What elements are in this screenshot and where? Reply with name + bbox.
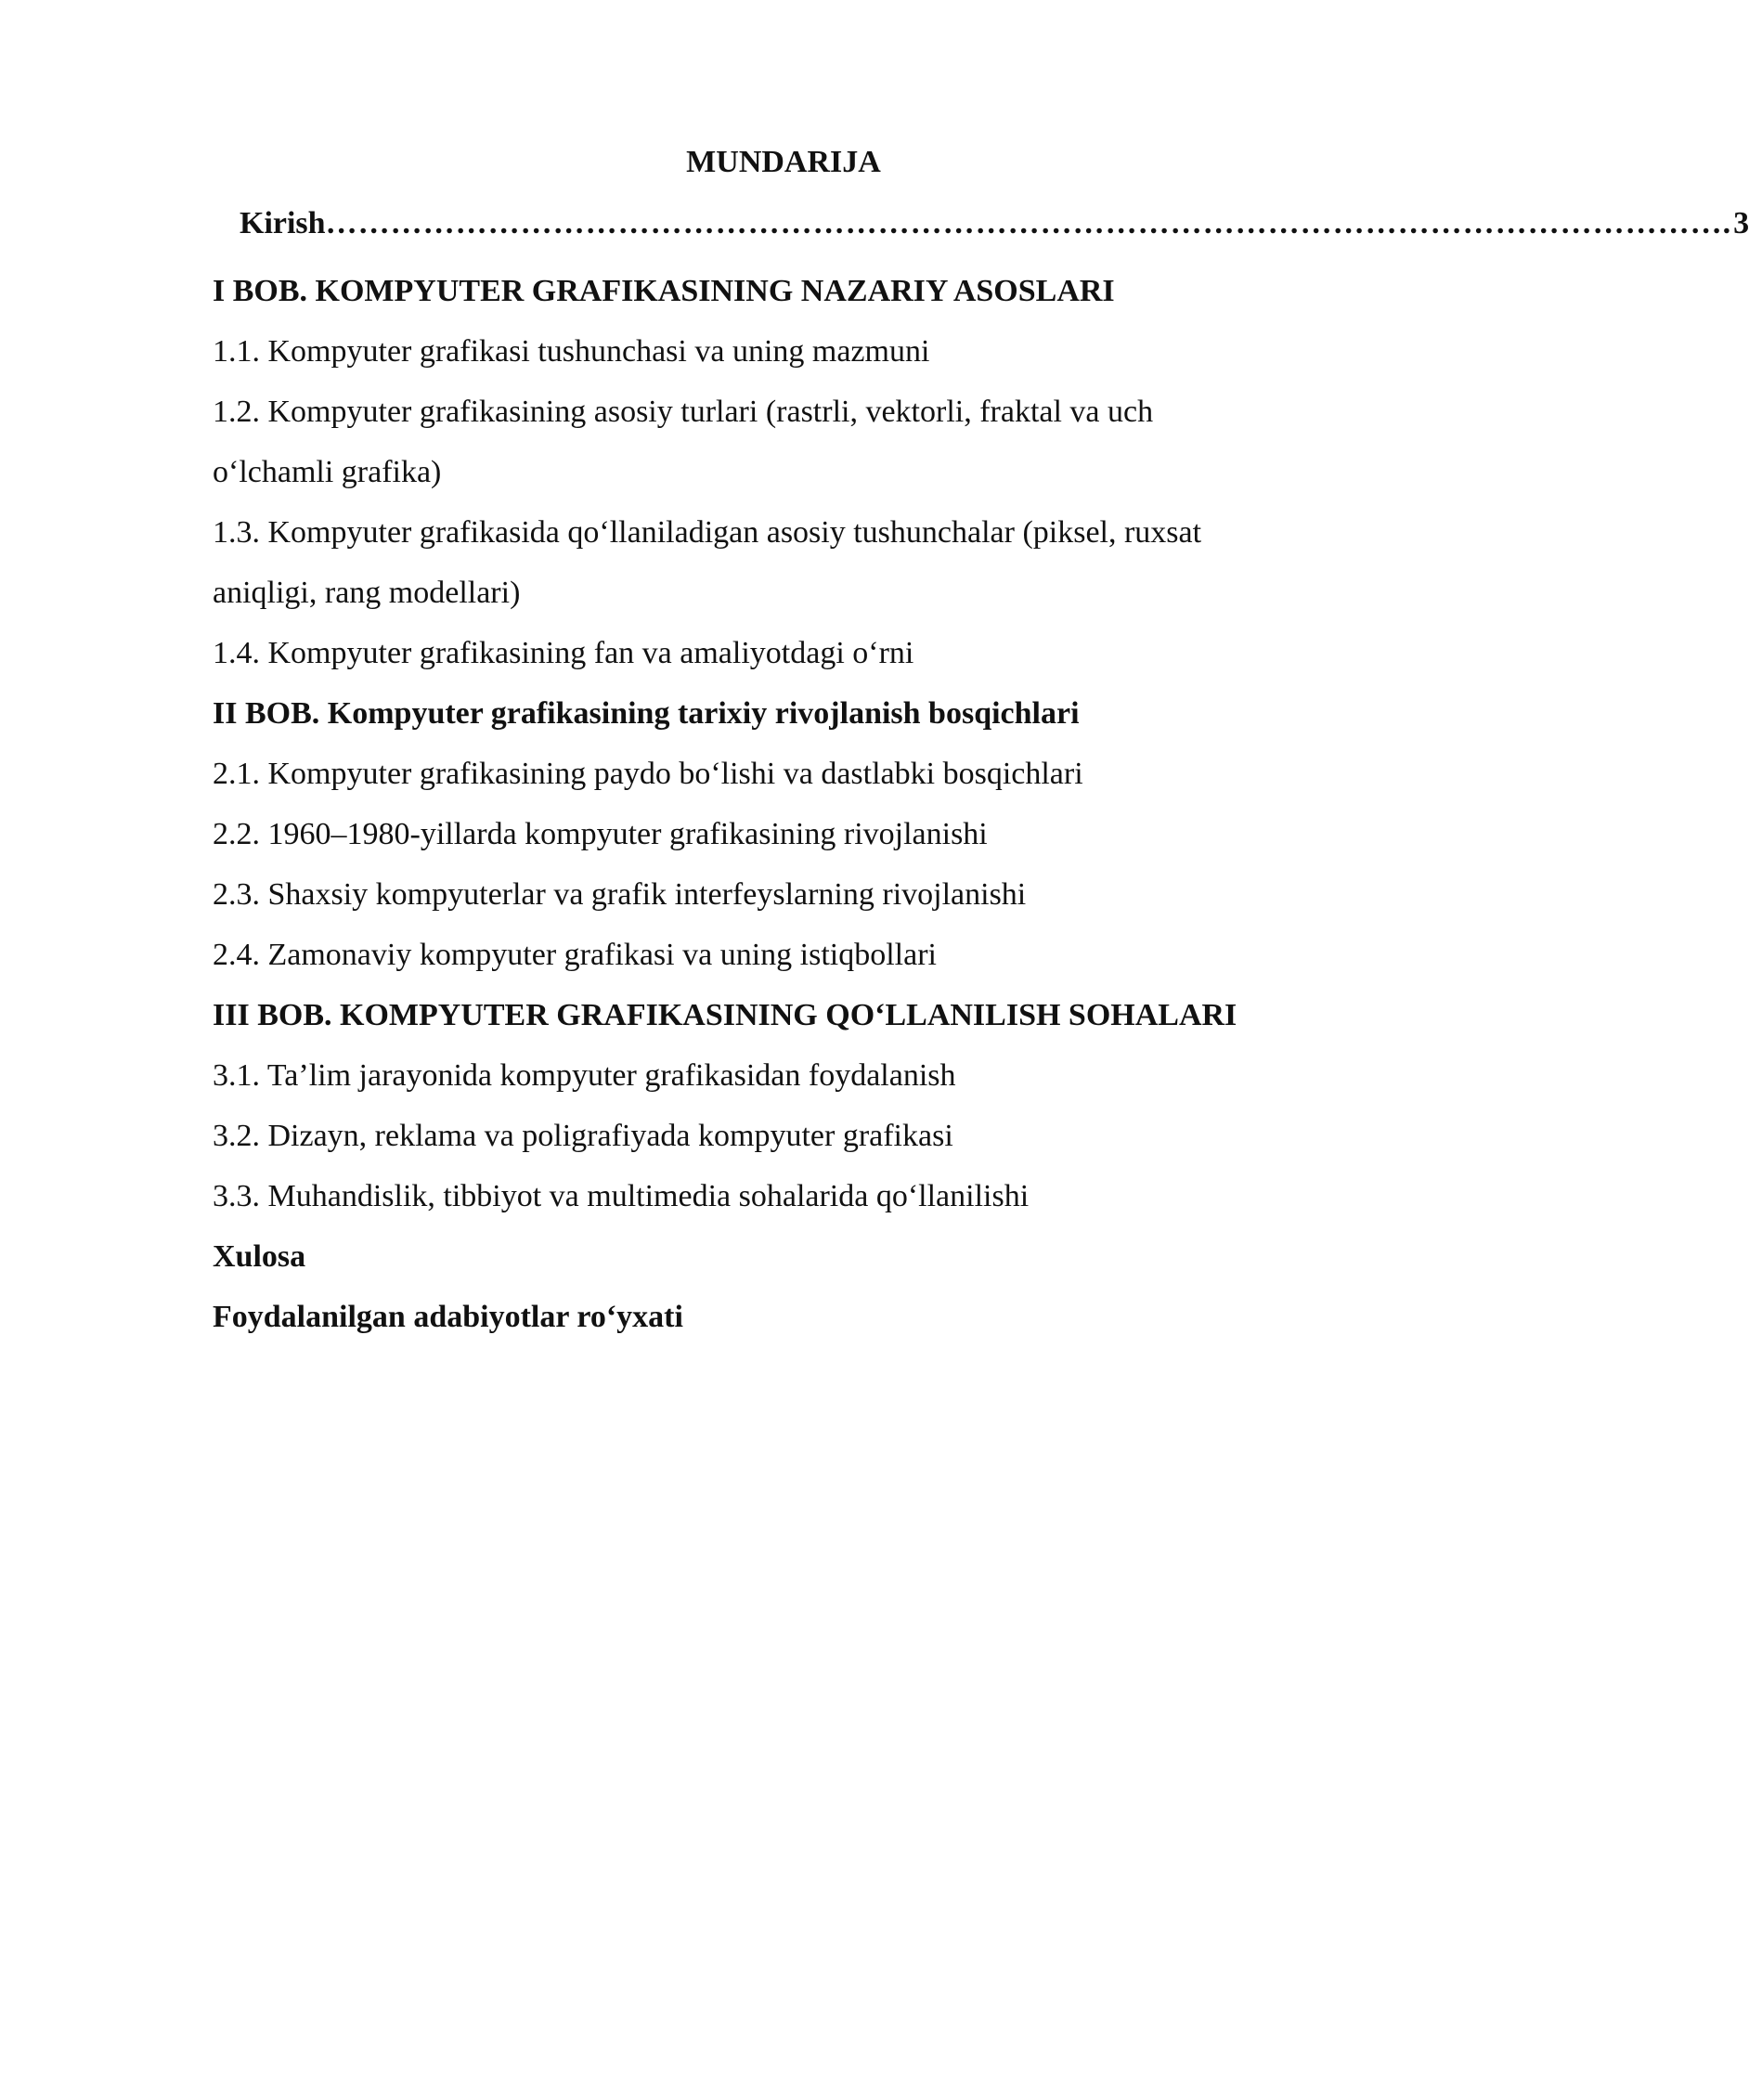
toc-entry: 1.4. Kompyuter grafikasining fan va amaliyotdagi o‘rni xyxy=(213,636,914,670)
toc-heading: III BOB. KOMPYUTER GRAFIKASINING QO‘LLANILISH SOHALARI xyxy=(213,998,1237,1032)
toc-entry: 1.2. Kompyuter grafikasining asosiy turlari (rastrli, vektorli, fraktal va uch xyxy=(213,395,1154,429)
toc-entry: 1.3. Kompyuter grafikasida qo‘llaniladigan asosiy tushunchalar (piksel, ruxsat xyxy=(213,515,1202,550)
toc-entry: aniqligi, rang modellari) xyxy=(213,576,521,610)
page-title: MUNDARIJA xyxy=(686,145,881,179)
toc-entry: 2.3. Shaxsiy kompyuterlar va grafik interfeyslarning rivojlanishi xyxy=(213,877,1027,912)
toc-heading: II BOB. Kompyuter grafikasining tarixiy rivojlanish bosqichlari xyxy=(213,696,1080,731)
table-of-contents xyxy=(213,139,1749,1347)
toc-entry: o‘lchamli grafika) xyxy=(213,455,442,489)
toc-entry: 3.1. Ta’lim jarayonida kompyuter grafikasidan foydalanish xyxy=(213,1058,956,1093)
toc-heading: I BOB. KOMPYUTER GRAFIKASINING NAZARIY ASOSLARI xyxy=(213,274,1115,308)
toc-entry-intro xyxy=(213,201,1749,247)
toc-entry: 3.3. Muhandislik, tibbiyot va multimedia sohalarida qo‘llanilishi xyxy=(213,1179,1030,1213)
toc-entry: 2.2. 1960–1980-yillarda kompyuter grafikasining rivojlanishi xyxy=(213,817,988,851)
toc-entry: 3.2. Dizayn, reklama va poligrafiyada kompyuter grafikasi xyxy=(213,1119,953,1153)
toc-entries xyxy=(213,261,1354,1347)
toc-entry: 2.1. Kompyuter grafikasining paydo bo‘lishi va dastlabki bosqichlari xyxy=(213,757,1083,791)
toc-heading: Foydalanilgan adabiyotlar ro‘yxati xyxy=(213,1300,683,1334)
toc-entry: 2.4. Zamonaviy kompyuter grafikasi va uning istiqbollari xyxy=(213,938,937,972)
toc-leader-dots: …………………………………………………………………………………………………………………. xyxy=(325,206,1732,240)
toc-heading: Xulosa xyxy=(213,1239,306,1274)
toc-entry-intro-label: Kirish xyxy=(240,206,326,240)
toc-entry: 1.1. Kompyuter grafikasi tushunchasi va uning mazmuni xyxy=(213,334,930,369)
toc-page-number: 3 xyxy=(1733,206,1749,240)
